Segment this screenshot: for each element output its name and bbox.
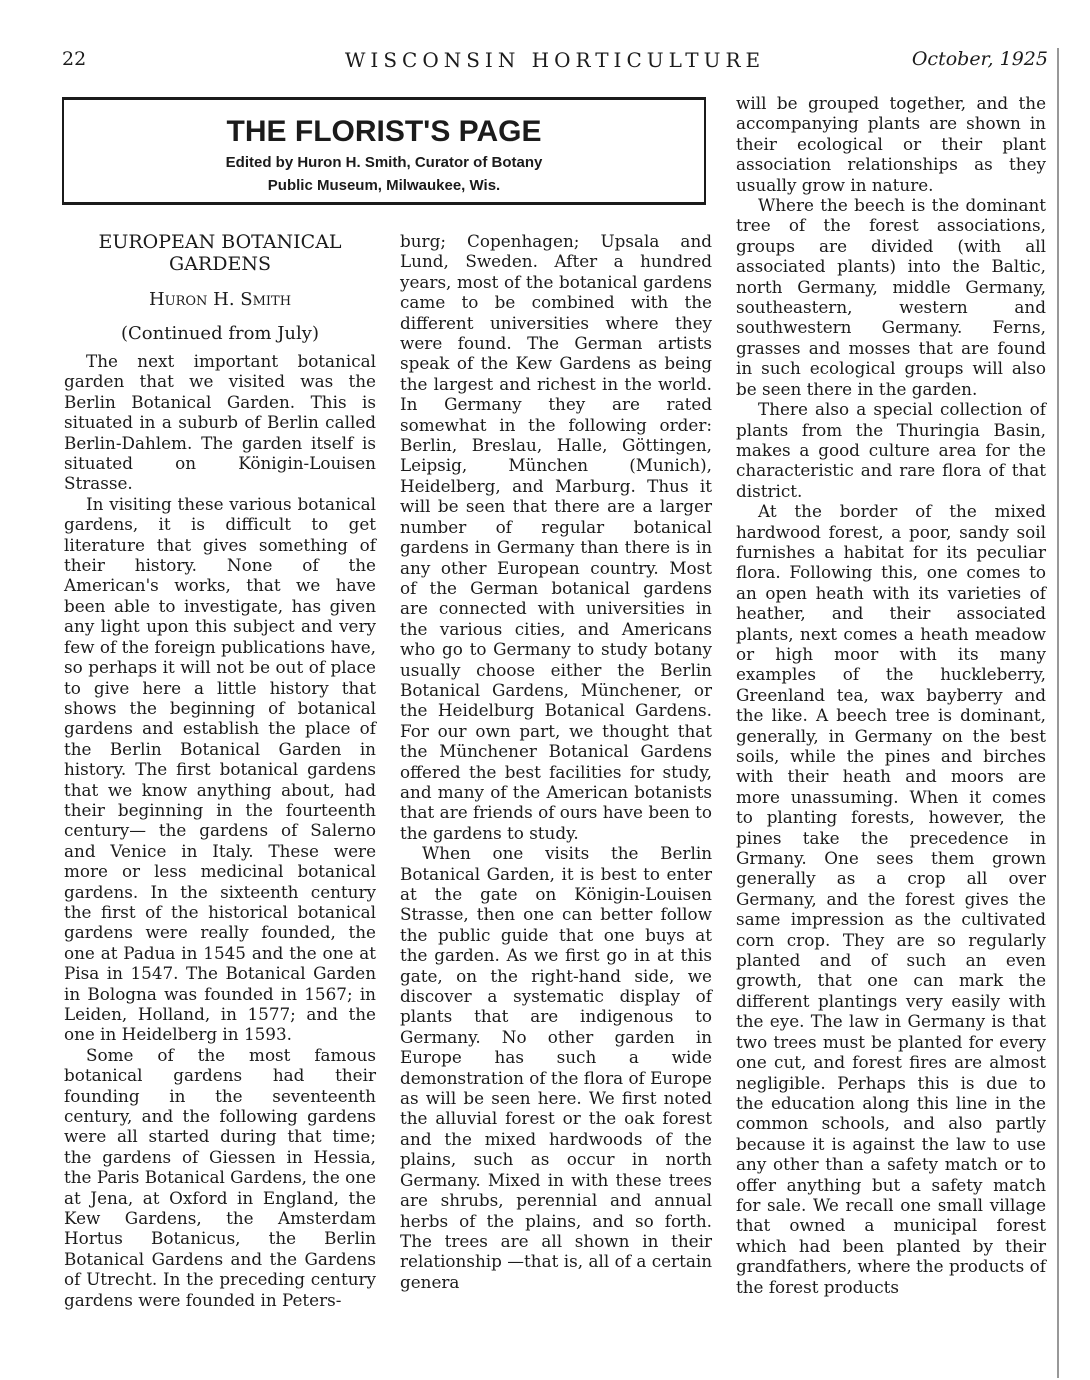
paragraph: When one visits the Berlin Botanical Garden, it is best to enter at the gate on Königin-Louisen Strasse, then one can better follow the public guide that one buys at the garden. As we first go in at this gate, on the right-hand side, we discover a systematic display of plants that are indigenous to Germany. No other garden in Europe has such a wide demonstration of the flora of Europe as will be seen here. We first noted the alluvial forest or the oak forest and the mixed hardwoods of the plains, such as occur in north Germany. Mixed in with these trees are shrubs, perennial and annual herbs of the plains, and so forth. The trees are all shown in their relationship —that is, all of a certain genera bbox=[400, 843, 712, 1292]
section-title: THE FLORIST'S PAGE bbox=[226, 115, 542, 148]
column-2 bbox=[400, 231, 712, 1292]
paragraph: Where the beech is the dominant tree of the forest associations, groups are divided (with all associated plants) into the Baltic, north Germany, middle Germany, southeastern, western and southwestern Germany. Ferns, grasses and mosses that are found in such ecological groups will also be seen there in the garden. bbox=[736, 195, 1046, 399]
continued-note: (Continued from July) bbox=[121, 323, 319, 344]
column-3 bbox=[736, 93, 1046, 1297]
page-edge-line bbox=[1057, 48, 1059, 1378]
column-1 bbox=[64, 231, 376, 1310]
article-title: EUROPEAN BOTANICAL GARDENS bbox=[98, 231, 342, 275]
paragraph: will be grouped together, and the accompanying plants are shown in their ecological or their plant association relationships as they usually grow in nature. bbox=[736, 93, 1046, 195]
running-header bbox=[62, 44, 1048, 74]
editor-line-1: Edited by Huron H. Smith, Curator of Botany bbox=[225, 154, 543, 171]
article-author: Huron H. Smith bbox=[148, 289, 292, 310]
section-title-box bbox=[62, 97, 706, 205]
paragraph: At the border of the mixed hardwood forest, a poor, sandy soil furnishes a habitat for its peculiar flora. Following this, one comes to an open heath with its varieties of heather, and their associated plants, next comes a heath meadow or high moor with its many examples of the huckleberry, Greenland tea, wax bayberry and the like. A beech tree is dominant, generally, in Germany on the best soils, while the pines and birches with their heath and moors are more unassuming. When it comes to planting forests, however, the pines take the precedence in Grmany. One sees them grown generally as a crop all over Germany, and the forest gives the same impression as the cultivated corn crop. They are so regularly planted and of such an even growth, that one can mark the different plantings very easily with the eye. The law in Germany is that two trees must be planted for every one cut, and forest fires are almost negligible. Perhaps this is due to the education along this line in the common schools, and also partly because it is against the law to use any other than a safety match or to offer anything but a safety match for sale. We recall one small village that owned a municipal forest which had been planted by their grandfathers, where the products of the forest products bbox=[736, 501, 1046, 1297]
editor-line-2: Public Museum, Milwaukee, Wis. bbox=[267, 177, 501, 194]
magazine-title: WISCONSIN HORTICULTURE bbox=[344, 48, 766, 72]
issue-date: October, 1925 bbox=[911, 48, 1048, 70]
paragraph: The next important botanical garden that we visited was the Berlin Botanical Garden. This is situated in a suburb of Berlin called Berlin-Dahlem. The garden itself is situated on Königin-Louisen Strasse. bbox=[64, 351, 376, 494]
page-number: 22 bbox=[62, 48, 87, 70]
paragraph: In visiting these various botanical gardens, it is difficult to get literature that gives something of their history. None of the American's works, that we have been able to investigate, has given any light upon this subject and very few of the foreign publications have, so perhaps it will not be out of place to give here a little history that shows the beginning of botanical gardens and establish the place of the Berlin Botanical Garden in history. The first botanical gardens that we know anything about, had their beginning in the fourteenth century— the gardens of Salerno and Venice in Italy. These were more or less medicinal botanical gardens. In the sixteenth century the first of the historical botanical gardens were really founded, the one at Padua in 1545 and the one at Pisa in 1547. The Botanical Garden in Bologna was founded in 1567; in Leiden, Holland, in 1577; and the one in Heidelberg in 1593. bbox=[64, 493, 376, 1045]
paragraph: burg; Copenhagen; Upsala and Lund, Sweden. After a hundred years, most of the botanical gardens came to be combined with the different universities where they were found. The German artists speak of the Kew Gardens as being the largest and richest in the world. In Germany they are rated somewhat in the following order: Berlin, Breslau, Halle, Göttingen, Leipsig, München (Munich), Heidelberg, and Marburg. Thus it will be seen that there are a larger number of regular botanical gardens in Germany than there is in any other European country. Most of the German botanical gardens are connected with universities in the various cities, and Americans who go to Germany to study botany usually choose either the Berlin Botanical Gardens, Münchener, or the Heidelburg Botanical Gardens. For our own part, we thought that the Münchener Botanical Gardens offered the best facilities for study, and many of the American botanists that are friends of ours have been to the gardens to study. bbox=[400, 231, 712, 843]
paragraph: Some of the most famous botanical gardens had their founding in the seventeenth century, and the following gardens were all started during that time; the gardens of Giessen in Hessia, the Paris Botanical Gardens, the one at Jena, at Oxford in England, the Kew Gardens, the Amsterdam Hortus Botanicus, the Berlin Botanical Gardens and the Gardens of Utrecht. In the preceding century gardens were founded in Peters- bbox=[64, 1044, 377, 1310]
paragraph: There also a special collection of plants from the Thuringia Basin, makes a good culture area for the characteristic and rare flora of that district. bbox=[736, 399, 1046, 501]
